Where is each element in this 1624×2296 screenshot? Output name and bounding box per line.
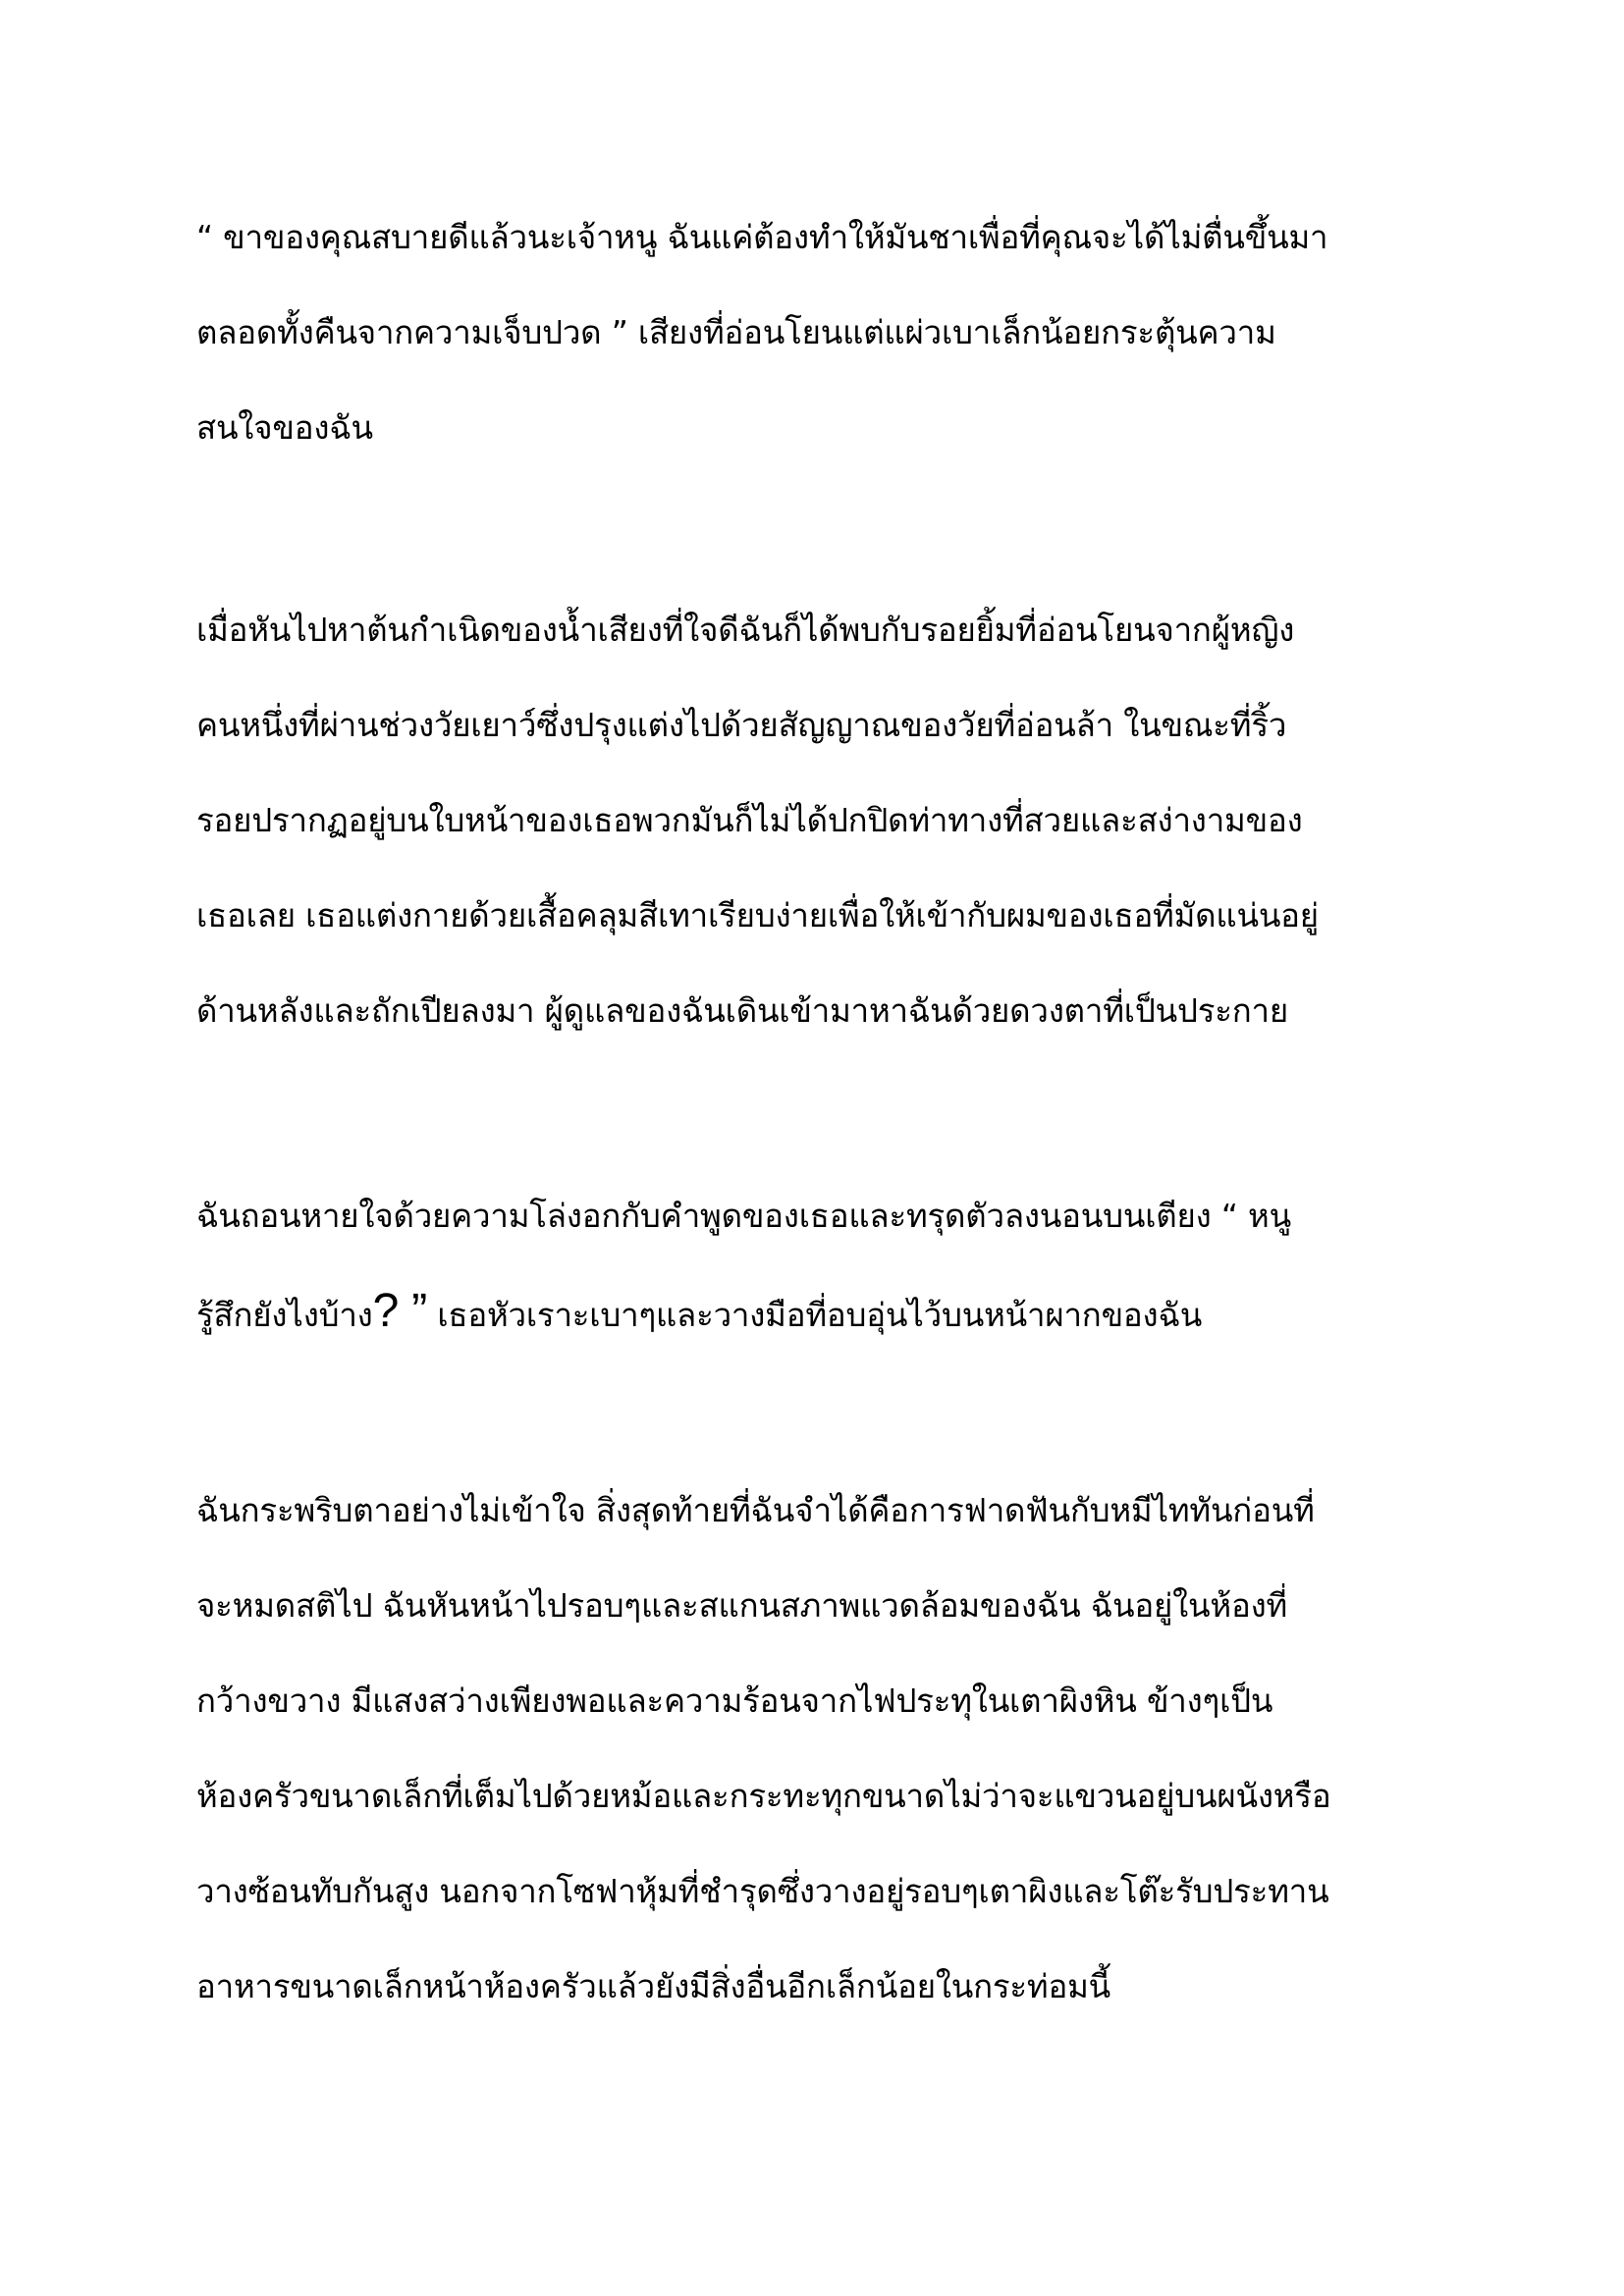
text-line: กว้างขวาง มีแสงสว่างเพียงพอและความร้อนจากไฟประทุในเตาผิงหิน ข้างๆเป็น: [196, 1682, 1273, 1720]
question-mark-quote: ? ”: [372, 1285, 428, 1337]
paragraph-4: [196, 1463, 1434, 2034]
text-segment: เธอหัวเราะเบาๆและวางมือที่อบอุ่นไว้บนหน้าผากของฉัน: [427, 1296, 1203, 1334]
paragraph-1: [196, 189, 1434, 475]
text-line: เธอเลย เธอแต่งกายด้วยเสื้อคลุมสีเทาเรียบง่ายเพื่อให้เข้ากับผมของเธอที่มัดแน่นอยู่: [196, 896, 1319, 934]
text-line: คนหนึ่งที่ผ่านช่วงวัยเยาว์ซึ่งปรุงแต่งไปด้วยสัญญาณของวัยที่อ่อนล้า ในขณะที่ริ้ว: [196, 706, 1287, 744]
text-line: ฉันถอนหายใจด้วยความโล่งอกกับคำพูดของเธอและทรุดตัวลงนอนบนเตียง “ หนู: [196, 1197, 1291, 1235]
text-line: ด้านหลังและถักเปียลงมา ผู้ดูแลของฉันเดินเข้ามาหาฉันด้วยดวงตาที่เป็นประกาย: [196, 991, 1288, 1030]
text-segment: รู้สึกยังไงบ้าง: [196, 1296, 373, 1334]
paragraph-2: [196, 582, 1434, 1058]
text-line: “ ขาของคุณสบายดีแล้วนะเจ้าหนู ฉันแค่ต้องทำให้มันชาเพื่อที่คุณจะได้ไม่ตื่นขึ้นมา: [196, 218, 1328, 256]
text-line: สนใจของฉัน: [196, 408, 373, 447]
text-line: [196, 1263, 1434, 1359]
text-line: จะหมดสติไป ฉันหันหน้าไปรอบๆและสแกนสภาพแวดล้อมของฉัน ฉันอยู่ในห้องที่: [196, 1586, 1288, 1625]
text-line: วางซ้อนทับกันสูง นอกจากโซฟาหุ้มที่ชำรุดซึ่งวางอยู่รอบๆเตาผิงและโต๊ะรับประทาน: [196, 1872, 1329, 1910]
text-line: อาหารขนาดเล็กหน้าห้องครัวแล้วยังมีสิ่งอื่นอีกเล็กน้อยในกระท่อมนี้: [196, 1967, 1111, 2005]
text-line: ตลอดทั้งคืนจากความเจ็บปวด ” เสียงที่อ่อนโยนแต่แผ่วเบาเล็กน้อยกระตุ้นความ: [196, 313, 1276, 351]
text-line: ฉันกระพริบตาอย่างไม่เข้าใจ สิ่งสุดท้ายที่ฉันจำได้คือการฟาดฟันกับหมีไททันก่อนที่: [196, 1491, 1315, 1529]
text-line: เมื่อหันไปหาต้นกำเนิดของน้ำเสียงที่ใจดีฉันก็ได้พบกับรอยยิ้มที่อ่อนโยนจากผู้หญิง: [196, 611, 1295, 649]
paragraph-3: [196, 1168, 1434, 1359]
text-line: ห้องครัวขนาดเล็กที่เต็มไปด้วยหม้อและกระทะทุกขนาดไม่ว่าจะแขวนอยู่บนผนังหรือ: [196, 1777, 1331, 1815]
text-line: รอยปรากฏอยู่บนใบหน้าของเธอพวกมันก็ไม่ได้ปกปิดท่าทางที่สวยและสง่างามของ: [196, 801, 1303, 839]
